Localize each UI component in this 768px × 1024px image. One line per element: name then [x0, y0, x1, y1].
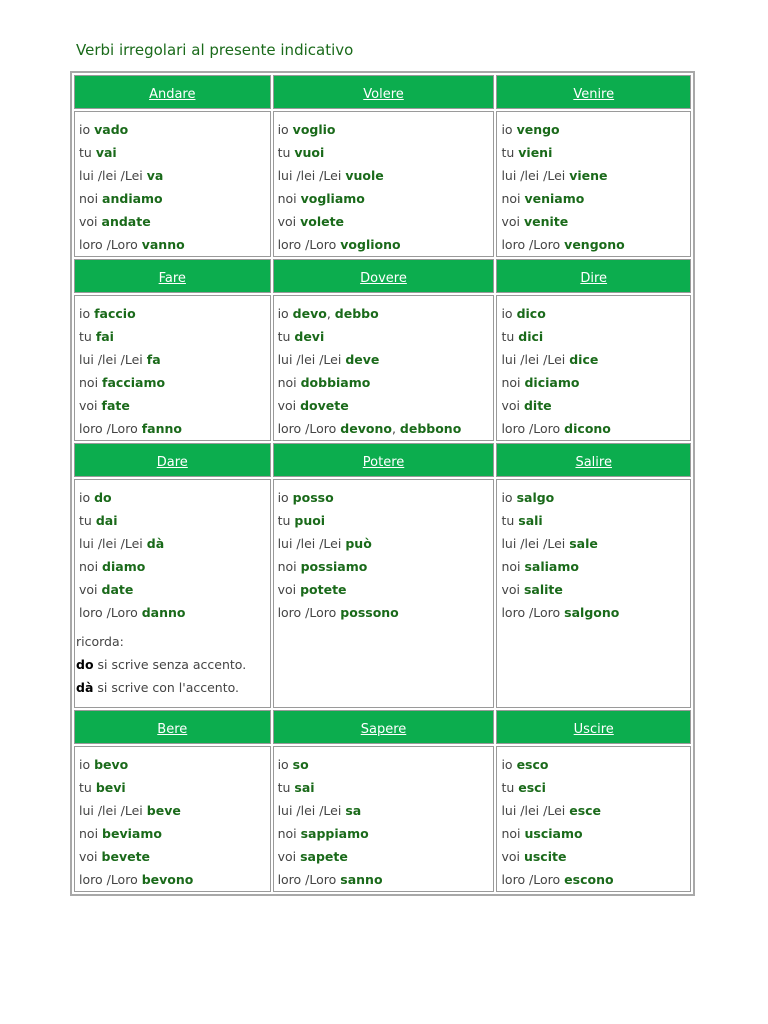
pronoun: voi [277, 582, 297, 597]
verb-link-venire[interactable]: Venire [573, 86, 615, 102]
verb-form: viene [569, 168, 608, 183]
conjugation-line [278, 486, 494, 509]
pronoun: voi [79, 214, 98, 229]
conjugation-line [501, 555, 690, 578]
conjugation-line [79, 601, 270, 624]
verb-form: veniamo [524, 191, 585, 206]
pronoun: noi [79, 559, 99, 574]
pronoun: tu [501, 329, 515, 344]
verb-form: dobbiamo [300, 375, 371, 390]
header-row [74, 75, 691, 109]
verb-form: facciamo [102, 375, 166, 390]
verb-form: bevono [141, 872, 194, 887]
pronoun: tu [277, 513, 291, 528]
conjugation-line [79, 394, 270, 417]
verb-link-sapere[interactable]: Sapere [360, 721, 407, 737]
verb-form-alternative: debbo [334, 306, 379, 321]
verb-link-dare[interactable]: Dare [156, 454, 188, 470]
conjugation-line [501, 532, 690, 555]
conjugation-row [74, 746, 691, 892]
conjugation-line [278, 555, 494, 578]
conjugation-row [74, 295, 691, 441]
pronoun: loro /Loro [277, 421, 337, 436]
conjugation-line [501, 394, 690, 417]
verb-header-salire [496, 443, 691, 477]
verb-form: beviamo [102, 826, 162, 841]
pronoun: loro /Loro [501, 237, 561, 252]
verb-form: fa [146, 352, 161, 367]
note-label: ricorda: [76, 634, 124, 649]
verb-form: volete [300, 214, 345, 229]
conjugation-list [497, 296, 690, 440]
pronoun: voi [277, 849, 297, 864]
conjugation-line [501, 141, 690, 164]
pronoun: io [501, 757, 513, 772]
note-line [76, 676, 270, 699]
verb-form: esce [569, 803, 602, 818]
verb-form: va [146, 168, 164, 183]
conjugation-cell-sapere [273, 746, 495, 892]
verb-form: vengo [516, 122, 560, 137]
verb-form: andiamo [102, 191, 163, 206]
verb-form: uscite [523, 849, 567, 864]
pronoun: io [277, 306, 289, 321]
verb-form: possono [340, 605, 399, 620]
header-row [74, 710, 691, 744]
pronoun: noi [277, 559, 297, 574]
verb-header-andare [74, 75, 271, 109]
note-line [76, 653, 270, 676]
verb-form: usciamo [524, 826, 583, 841]
verb-form: beve [146, 803, 181, 818]
verb-header-dovere [273, 259, 495, 293]
verb-link-dovere[interactable]: Dovere [360, 270, 407, 286]
verb-form: vengono [564, 237, 625, 252]
pronoun: tu [79, 329, 92, 344]
conjugation-line [79, 753, 270, 776]
pronoun: loro /Loro [79, 872, 138, 887]
verb-link-volere[interactable]: Volere [363, 86, 404, 102]
verb-link-potere[interactable]: Potere [362, 454, 405, 470]
conjugation-line [278, 371, 494, 394]
conjugation-line [79, 371, 270, 394]
conjugation-line [278, 509, 494, 532]
conjugation-line [79, 187, 270, 210]
verb-form: danno [141, 605, 186, 620]
verb-header-venire [496, 75, 691, 109]
pronoun: noi [79, 826, 99, 841]
conjugation-line [501, 118, 690, 141]
pronoun: noi [501, 559, 521, 574]
pronoun: lui /lei /Lei [501, 536, 566, 551]
pronoun: loro /Loro [501, 605, 561, 620]
pronoun: io [79, 757, 91, 772]
pronoun: voi [501, 214, 520, 229]
pronoun: io [501, 306, 513, 321]
verb-link-uscire[interactable]: Uscire [573, 721, 614, 737]
conjugation-line [501, 302, 690, 325]
conjugation-cell-uscire [496, 746, 691, 892]
verb-link-dire[interactable]: Dire [580, 270, 608, 286]
verb-header-sapere [273, 710, 495, 744]
pronoun: voi [79, 398, 98, 413]
verb-table [70, 71, 695, 896]
pronoun: voi [277, 214, 297, 229]
conjugation-line [278, 776, 494, 799]
pronoun: loro /Loro [277, 872, 337, 887]
verb-form: possiamo [300, 559, 368, 574]
conjugation-cell-dovere [273, 295, 495, 441]
conjugation-list [75, 480, 270, 624]
conjugation-line [278, 532, 494, 555]
pronoun: tu [501, 513, 515, 528]
verb-form: bevo [94, 757, 129, 772]
conjugation-line [79, 486, 270, 509]
conjugation-line [79, 822, 270, 845]
verb-form: deve [345, 352, 380, 367]
conjugation-list [497, 480, 690, 624]
pronoun: io [501, 490, 513, 505]
pronoun: lui /lei /Lei [277, 352, 342, 367]
conjugation-line [501, 486, 690, 509]
pronoun: lui /lei /Lei [277, 803, 342, 818]
conjugation-line [501, 164, 690, 187]
verb-header-volere [273, 75, 495, 109]
verb-form: vieni [518, 145, 553, 160]
conjugation-line [79, 578, 270, 601]
verb-form: vuoi [294, 145, 325, 160]
verb-form: può [345, 536, 372, 551]
conjugation-list [274, 112, 494, 256]
conjugation-line [501, 868, 690, 891]
conjugation-line [501, 371, 690, 394]
pronoun: io [79, 490, 91, 505]
pronoun: loro /Loro [79, 421, 138, 436]
conjugation-line [278, 118, 494, 141]
pronoun: tu [501, 780, 515, 795]
pronoun: loro /Loro [79, 237, 138, 252]
verb-form: salgono [564, 605, 620, 620]
conjugation-line [501, 325, 690, 348]
conjugation-line [79, 799, 270, 822]
verb-form: vuole [345, 168, 384, 183]
conjugation-cell-salire [496, 479, 691, 708]
verb-link-andare[interactable]: Andare [149, 86, 196, 102]
verb-form: dite [523, 398, 552, 413]
verb-link-salire[interactable]: Salire [575, 454, 612, 470]
pronoun: io [79, 306, 91, 321]
conjugation-cell-volere [273, 111, 495, 257]
conjugation-cell-dare [74, 479, 271, 708]
conjugation-line [79, 532, 270, 555]
pronoun: lui /lei /Lei [79, 352, 143, 367]
conjugation-line [501, 799, 690, 822]
pronoun: loro /Loro [277, 237, 337, 252]
verb-form: vanno [141, 237, 185, 252]
pronoun: voi [277, 398, 297, 413]
conjugation-line [79, 302, 270, 325]
verb-header-dare [74, 443, 271, 477]
pronoun: tu [277, 329, 291, 344]
verb-form: saliamo [524, 559, 579, 574]
conjugation-list [75, 747, 270, 891]
pronoun: noi [79, 191, 99, 206]
pronoun: loro /Loro [79, 605, 138, 620]
pronoun: voi [501, 398, 520, 413]
conjugation-line [278, 164, 494, 187]
conjugation-line [278, 753, 494, 776]
note-bold-word: do [76, 657, 94, 672]
verb-form: sali [518, 513, 543, 528]
verb-form-alternative: debbono [399, 421, 462, 436]
conjugation-line [79, 325, 270, 348]
verb-form: dicono [564, 421, 611, 436]
conjugation-line [278, 822, 494, 845]
verb-form: dici [518, 329, 544, 344]
verb-header-uscire [496, 710, 691, 744]
conjugation-line [501, 233, 690, 256]
conjugation-cell-potere [273, 479, 495, 708]
conjugation-line [79, 118, 270, 141]
note-text: si scrive con l'accento. [93, 680, 240, 695]
conjugation-list [75, 112, 270, 256]
verb-form: do [94, 490, 112, 505]
verb-form: sa [345, 803, 362, 818]
pronoun: tu [79, 780, 92, 795]
conjugation-line [501, 348, 690, 371]
pronoun: voi [501, 849, 520, 864]
conjugation-line [79, 233, 270, 256]
conjugation-line [278, 799, 494, 822]
conjugation-line [79, 164, 270, 187]
verb-form: dice [569, 352, 599, 367]
header-row [74, 443, 691, 477]
pronoun: noi [501, 826, 521, 841]
conjugation-line [501, 417, 690, 440]
conjugation-line [501, 822, 690, 845]
verb-form: andate [101, 214, 151, 229]
verb-form: salgo [516, 490, 555, 505]
note-text: si scrive senza accento. [93, 657, 247, 672]
pronoun: lui /lei /Lei [501, 168, 566, 183]
verb-form: puoi [294, 513, 326, 528]
pronoun: noi [277, 826, 297, 841]
pronoun: tu [277, 780, 291, 795]
verb-form: dovete [300, 398, 349, 413]
conjugation-line [501, 210, 690, 233]
verb-form: faccio [94, 306, 136, 321]
verb-form: dai [95, 513, 118, 528]
pronoun: io [501, 122, 513, 137]
conjugation-line [278, 325, 494, 348]
pronoun: lui /lei /Lei [79, 168, 143, 183]
conjugation-line [79, 868, 270, 891]
verb-form: diciamo [524, 375, 580, 390]
conjugation-list [75, 296, 270, 440]
verb-form: fate [101, 398, 130, 413]
conjugation-line [278, 141, 494, 164]
page-title: Verbi irregolari al presente indicativo [76, 41, 354, 59]
verb-header-bere [74, 710, 271, 744]
verb-form: vogliamo [300, 191, 365, 206]
conjugation-line [501, 776, 690, 799]
verb-form: diamo [102, 559, 146, 574]
conjugation-line [501, 509, 690, 532]
pronoun: voi [79, 582, 98, 597]
conjugation-row [74, 479, 691, 708]
conjugation-line [278, 868, 494, 891]
verb-form: sale [569, 536, 598, 551]
conjugation-line [79, 141, 270, 164]
conjugation-line [278, 601, 494, 624]
conjugation-line [278, 187, 494, 210]
verb-form: fai [95, 329, 114, 344]
pronoun: noi [501, 191, 521, 206]
conjugation-cell-fare [74, 295, 271, 441]
conjugation-line [79, 845, 270, 868]
conjugation-row [74, 111, 691, 257]
verb-form: venite [523, 214, 569, 229]
verb-form: dà [146, 536, 165, 551]
verb-form: so [292, 757, 309, 772]
pronoun: loro /Loro [501, 872, 561, 887]
conjugation-line [278, 348, 494, 371]
pronoun: tu [277, 145, 291, 160]
verb-form: vado [94, 122, 129, 137]
conjugation-line [278, 210, 494, 233]
verb-form: escono [564, 872, 614, 887]
pronoun: lui /lei /Lei [501, 352, 566, 367]
pronoun: tu [79, 145, 92, 160]
verb-form: bevete [101, 849, 151, 864]
pronoun: noi [277, 375, 297, 390]
pronoun: voi [501, 582, 520, 597]
verb-link-fare[interactable]: Fare [158, 270, 186, 286]
conjugation-line: io devo, debbo [277, 306, 379, 321]
pronoun: tu [501, 145, 515, 160]
pronoun: noi [79, 375, 99, 390]
pronoun: lui /lei /Lei [277, 536, 342, 551]
verb-form: devono [340, 421, 392, 436]
conjugation-line [79, 210, 270, 233]
conjugation-line [79, 417, 270, 440]
conjugation-list [497, 112, 690, 256]
conjugation-cell-dire [496, 295, 691, 441]
conjugation-line [501, 601, 690, 624]
verb-form: fanno [141, 421, 182, 436]
conjugation-line [278, 845, 494, 868]
conjugation-line [278, 233, 494, 256]
verb-form: devo [292, 306, 327, 321]
conjugation-line [79, 776, 270, 799]
pronoun: noi [277, 191, 297, 206]
conjugation-list [274, 747, 494, 891]
pronoun: loro /Loro [277, 605, 337, 620]
verb-form: sanno [340, 872, 383, 887]
conjugation-line [278, 578, 494, 601]
verb-form: devi [294, 329, 325, 344]
verb-header-dire [496, 259, 691, 293]
pronoun: io [277, 122, 289, 137]
conjugation-line [501, 753, 690, 776]
conjugation-line [501, 187, 690, 210]
conjugation-line [79, 509, 270, 532]
pronoun: lui /lei /Lei [79, 803, 143, 818]
verb-form: sappiamo [300, 826, 369, 841]
verb-link-bere[interactable]: Bere [157, 721, 188, 737]
conjugation-line [79, 555, 270, 578]
pronoun: noi [501, 375, 521, 390]
verb-form: potete [300, 582, 347, 597]
pronoun: io [277, 757, 289, 772]
verb-form: bevi [95, 780, 126, 795]
pronoun: loro /Loro [501, 421, 561, 436]
verb-header-fare [74, 259, 271, 293]
pronoun: io [277, 490, 289, 505]
verb-form: esco [516, 757, 549, 772]
conjugation-line [501, 578, 690, 601]
verb-form: posso [292, 490, 334, 505]
pronoun: lui /lei /Lei [501, 803, 566, 818]
conjugation-list [497, 747, 690, 891]
verb-form: salite [523, 582, 563, 597]
verb-form: vogliono [340, 237, 401, 252]
accent-note [75, 624, 270, 707]
verb-form: dico [516, 306, 546, 321]
verb-form: vai [95, 145, 117, 160]
conjugation-line [278, 394, 494, 417]
pronoun: voi [79, 849, 98, 864]
verb-form: sai [294, 780, 315, 795]
conjugation-list [274, 480, 494, 624]
pronoun: tu [79, 513, 92, 528]
conjugation-line [79, 348, 270, 371]
conjugation-line: loro /Loro devono, debbono [277, 421, 462, 436]
conjugation-line [501, 845, 690, 868]
conjugation-cell-andare [74, 111, 271, 257]
verb-form: voglio [292, 122, 336, 137]
verb-form: date [101, 582, 134, 597]
pronoun: lui /lei /Lei [277, 168, 342, 183]
header-row [74, 259, 691, 293]
pronoun: lui /lei /Lei [79, 536, 143, 551]
verb-header-potere [273, 443, 495, 477]
conjugation-list [274, 296, 494, 440]
note-bold-word: dà [76, 680, 94, 695]
conjugation-cell-venire [496, 111, 691, 257]
verb-form: sapete [300, 849, 348, 864]
verb-form: esci [518, 780, 546, 795]
conjugation-cell-bere [74, 746, 271, 892]
pronoun: io [79, 122, 91, 137]
